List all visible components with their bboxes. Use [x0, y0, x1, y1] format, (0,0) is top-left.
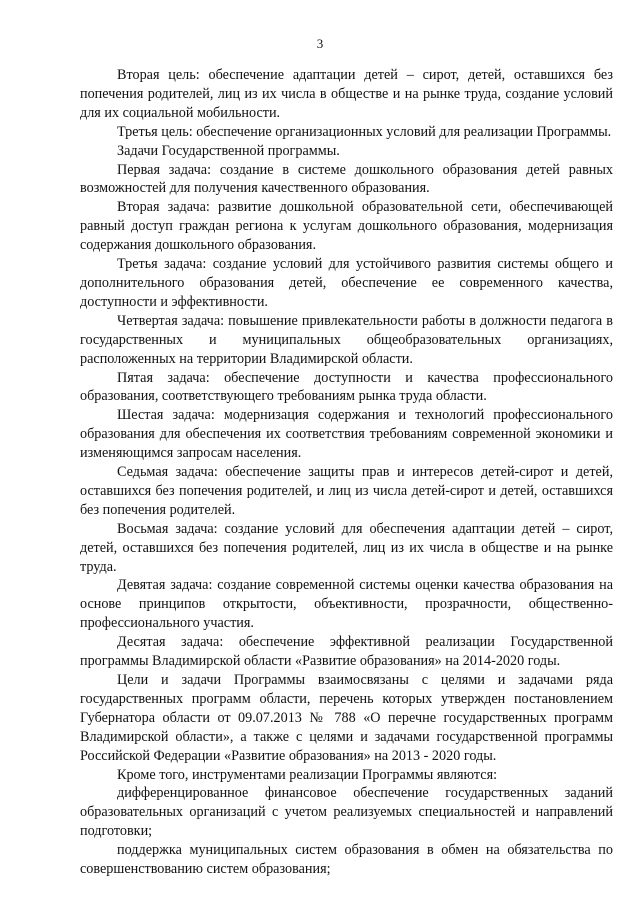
- paragraph-task-10: Десятая задача: обеспечение эффективной реализации Государственной программы Владимирской области «Развитие образования» на 2014-2020 годы.: [80, 634, 613, 670]
- paragraph-task-4: Четвертая задача: повышение привлекательности работы в должности педагога в государственных и муниципальных общеобразовательных организациях, расположенных на территории Владимирской области.: [80, 312, 613, 367]
- paragraph-instrument-financing: дифференцированное финансовое обеспечение государственных заданий образовательных организаций с учетом реализуемых специальностей и направлений подготовки;: [80, 785, 613, 840]
- paragraph-task-6: Шестая задача: модернизация содержания и технологий профессионального образования для обеспечения их соответствия требованиям современной экономики и изменяющимся запросам населения.: [80, 407, 613, 462]
- paragraph-third-goal: Третья цель: обеспечение организационных условий для реализации Программы.: [117, 123, 612, 140]
- paragraph-task-7: Седьмая задача: обеспечение защиты прав и интересов детей-сирот и детей, оставшихся без попечения родителей, и лиц из числа детей-сирот и детей, оставшихся без попечения родителей.: [80, 464, 613, 518]
- page-number: 3: [316, 36, 324, 51]
- paragraph-instrument-municipal-support: поддержка муниципальных систем образования в обмен на обязательства по совершенствованию систем образования;: [80, 842, 613, 878]
- paragraph-task-3: Третья задача: создание условий для устойчивого развития системы общего и дополнительного образования детей, обеспечение ее современного качества, доступности и эффективности.: [80, 256, 613, 310]
- paragraph-related-programs: Цели и задачи Программы взаимосвязаны с целями и задачами ряда государственных программ области, перечень которых утвержден постановлением Губернатора области от 09.07.2013 № 788 «О перечне государственных программ Владимирской области», а также с целями и задачами государственной программы Российской Федерации «Развитие образования» на 2013 - 2020 годы.: [80, 672, 613, 764]
- document-body: [80, 66, 613, 879]
- paragraph-task-2: Вторая задача: развитие дошкольной образовательной сети, обеспечивающей равный доступ граждан региона к услугам дошкольного образования, модернизация содержания дошкольного образования.: [80, 199, 613, 254]
- paragraph-tasks-heading: Задачи Государственной программы.: [117, 142, 340, 159]
- paragraph-task-1: Первая задача: создание в системе дошкольного образования детей равных возможностей для получения качественного образования.: [80, 161, 613, 197]
- paragraph-task-8: Восьмая задача: создание условий для обеспечения адаптации детей – сирот, детей, оставшихся без попечения родителей, лиц из их числа в обществе и на рынке труда.: [80, 520, 613, 575]
- paragraph-task-5: Пятая задача: обеспечение доступности и качества профессионального образования, соответствующего требованиям рынка труда области.: [80, 369, 613, 405]
- paragraph-task-9: Девятая задача: создание современной системы оценки качества образования на основе принципов открытости, объективности, прозрачности, общественно-профессионального участия.: [80, 577, 613, 632]
- paragraph-second-goal: Вторая цель: обеспечение адаптации детей – сирот, детей, оставшихся без попечения родителей, лиц из их числа в обществе и на рынке труда, создание условий для их социальной мобильности.: [80, 67, 613, 121]
- paragraph-instruments-intro: Кроме того, инструментами реализации Программы являются:: [117, 766, 498, 783]
